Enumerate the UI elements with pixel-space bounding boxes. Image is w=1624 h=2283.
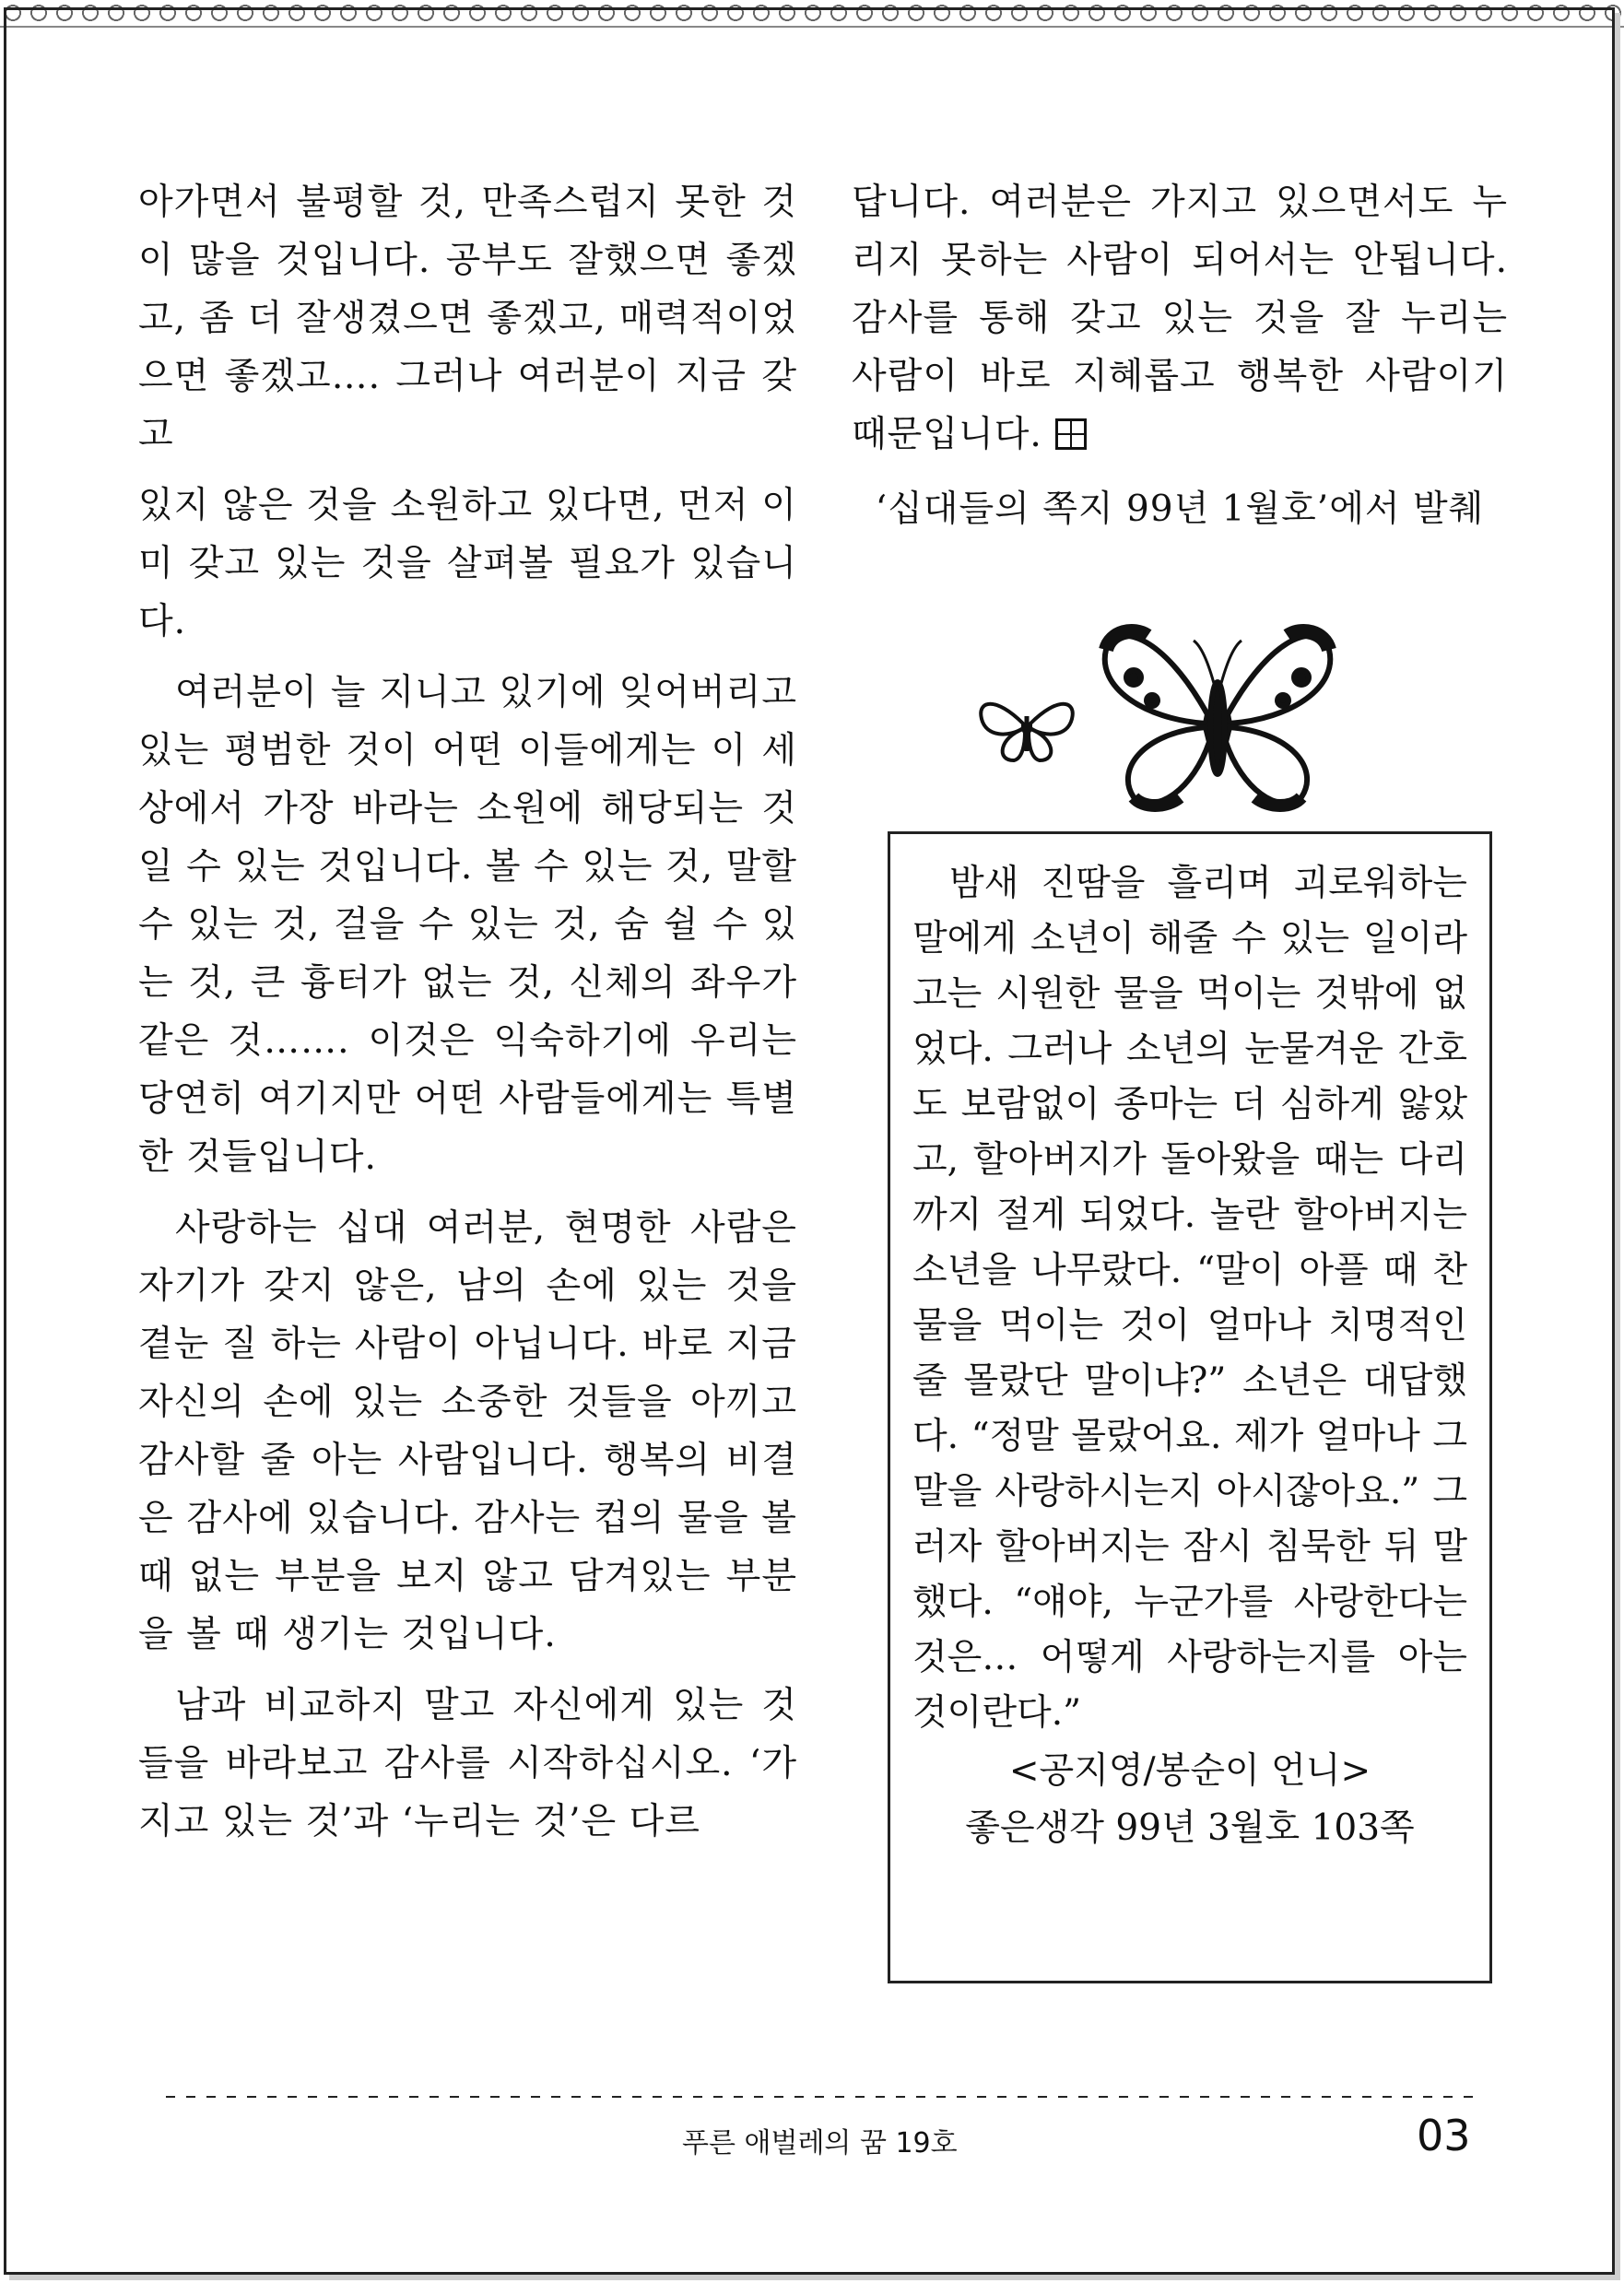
footer-title: 푸른 애벌레의 꿈 19호: [682, 2127, 958, 2159]
quote-body: 밤새 진땀을 흘리며 괴로워하는 말에게 소년이 해줄 수 있는 일이라고는 시원한 물을 먹이는 것밖에 없었다. 그러나 소년의 눈물겨운 간호도 보람없이 종마는 더 심하게 앓았고, 할아버지가 돌아왔을 때는 다리까지 절게 되었다. 놀란 할아버지는 소년을 나무랐다. “말이 아플 때 찬물을 먹이는 것이 얼마나 치명적인 줄 몰랐단 말이냐?” 소년은 대답했다. “정말 몰랐어요. 제가 얼마나 그 말을 사랑하시는지 아시잖아요.” 그러자 할아버지는 잠시 침묵한 뒤 말했다. “얘야, 누군가를 사랑한다는 것은… 어떻게 사랑하는지를 아는 것이란다.”: [912, 863, 1467, 1734]
quote-author: <공지영/봉순이 언니>: [1008, 1750, 1371, 1792]
right-paragraph-1-text: 답니다. 여러분은 가지고 있으면서도 누리지 못하는 사람이 되어서는 안됩니다. 감사를 통해 갖고 있는 것을 잘 누리는 사람이 바로 지혜롭고 행복한 사람이기 때문입니다.: [852, 182, 1508, 455]
large-butterfly-icon: [1105, 631, 1331, 806]
quote-source: 좋은생각 99년 3월호 103쪽: [965, 1807, 1415, 1849]
left-column: [138, 173, 797, 1864]
left-paragraph-5: 남과 비교하지 말고 자신에게 있는 것들을 바라보고 감사를 시작하십시오. ‘가지고 있는 것’과 ‘누리는 것’은 다르: [138, 1685, 797, 1842]
page-number: 03: [1417, 2111, 1471, 2160]
right-paragraph-1: [852, 173, 1508, 464]
left-paragraph-1: 아가면서 불평할 것, 만족스럽지 못한 것이 많을 것입니다. 공부도 잘했으면 좋겠고, 좀 더 잘생겼으면 좋겠고, 매력적이었으면 좋겠고…. 그러나 여러분이 지금 갖고: [138, 182, 797, 455]
right-column: [852, 173, 1508, 538]
quote-box: [888, 831, 1492, 1983]
left-paragraph-4: 사랑하는 십대 여러분, 현명한 사람은 자기가 갖지 않은, 남의 손에 있는 것을 곁눈 질 하는 사람이 아닙니다. 바로 지금 자신의 손에 있는 소중한 것들을 아끼고 감사할 줄 아는 사람입니다. 행복의 비결은 감사에 있습니다. 감사는 컵의 물을 볼 때 없는 부분을 보지 않고 담겨있는 부분을 볼 때 생기는 것입니다.: [138, 1207, 797, 1655]
end-mark-icon: [1055, 418, 1087, 450]
footer-divider: [166, 2096, 1475, 2098]
source-citation: ‘십대들의 쪽지 99년 1월호’에서 발췌: [875, 488, 1485, 530]
small-butterfly-icon: [981, 704, 1073, 760]
left-paragraph-3: 여러분이 늘 지니고 있기에 잊어버리고 있는 평범한 것이 어떤 이들에게는 이 세상에서 가장 바라는 소원에 해당되는 것일 수 있는 것입니다. 볼 수 있는 것, 말할 수 있는 것, 걸을 수 있는 것, 숨 쉴 수 있는 것, 큰 흉터가 없는 것, 신체의 좌우가 같은 것……. 이것은 익숙하기에 우리는 당연히 여기지만 어떤 사람들에게는 특별한 것들입니다.: [138, 672, 797, 1178]
butterflies-illustration: [959, 613, 1456, 825]
left-paragraph-2: 있지 않은 것을 소원하고 있다면, 먼저 이미 갖고 있는 것을 살펴볼 필요가 있습니다.: [138, 485, 797, 642]
